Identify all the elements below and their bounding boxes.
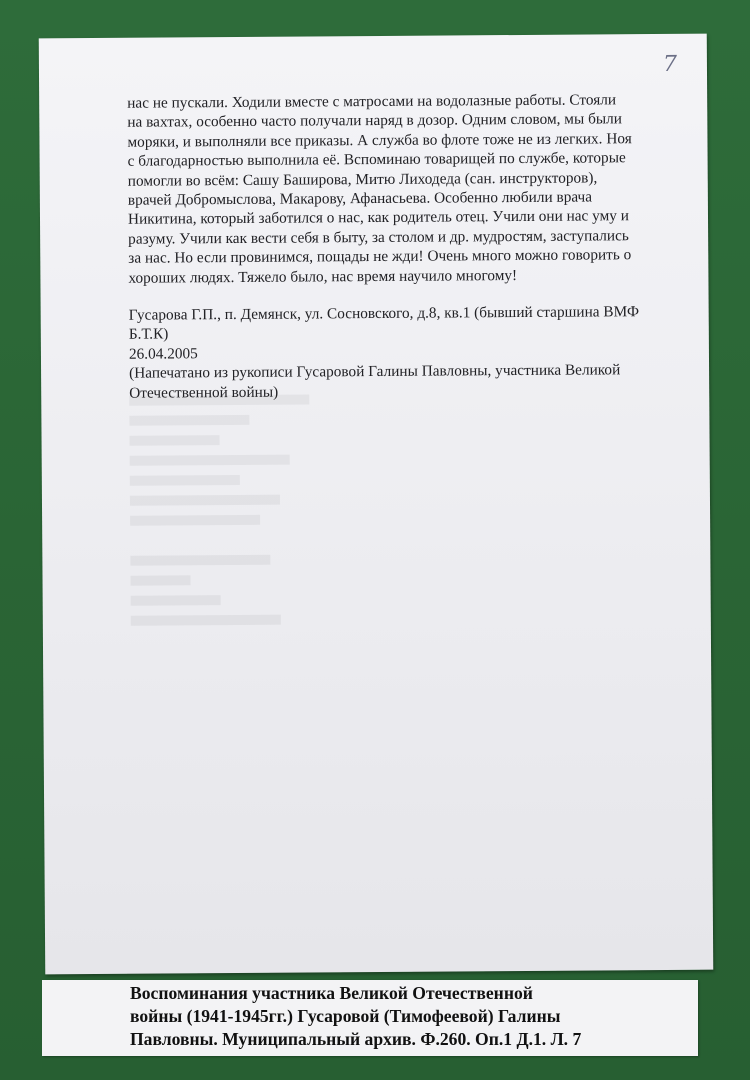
text-line: с благодарностью выполнила её. Вспоминаю товарищей по службе, которые (127, 149, 626, 170)
text-line: врачей Добромыслова, Макарову, Афанасьева. Особенно любили врача (127, 188, 593, 209)
caption-line: Павловны. Муниципальный архив. Ф.260. Оп.1 Д.1. Л. 7 (130, 1029, 582, 1049)
caption-line: войны (1941-1945гг.) Гусаровой (Тимофеевой) Галины (130, 1006, 561, 1026)
signature-block (129, 302, 662, 403)
text-line: хороших людях. Тяжело было, нас время научило многому! (128, 266, 518, 287)
text-line: моряки, и выполняли все приказы. А служба во флоте тоже не из легких. Ноя (127, 130, 632, 151)
memoir-paragraph (127, 90, 660, 288)
source-note: (Напечатано из рукописи Гусаровой Галины Павловны, участника Великой (129, 361, 621, 383)
document-sheet (39, 34, 714, 975)
text-line: Никитина, который заботился о нас, как родитель отец. Учили они нас уму и (127, 207, 629, 229)
reverse-side-bleed-through (129, 394, 331, 655)
author-line: Гусарова Г.П., п. Демянск, ул. Сосновского, д.8, кв.1 (бывший старшина ВМФ (128, 303, 640, 324)
source-note-continued: Отечественной войны) (129, 383, 279, 402)
author-line-continued: Б.Т.К) (128, 325, 169, 344)
text-line: нас не пускали. Ходили вместе с матросами на водолазные работы. Стояли (127, 91, 617, 112)
document-text (127, 90, 661, 403)
text-line: на вахтах, особенно часто получали наряд в дозор. Одним словом, мы были (127, 110, 622, 132)
text-line: помогли во всём: Сашу Баширова, Митю Лиходеда (сан. инструкторов), (127, 169, 598, 190)
text-line: разуму. Учили как вести себя в быту, за столом и др. мудростям, заступались (128, 227, 629, 248)
page-number: 7 (662, 51, 678, 77)
text-line: за нас. Но если провинимся, пощады не жди! Очень много можно говорить о (128, 246, 632, 267)
archive-caption-strip (42, 980, 698, 1056)
signature-date: 26.04.2005 (128, 345, 198, 363)
caption-line: Воспоминания участника Великой Отечественной (130, 983, 533, 1003)
archive-caption (130, 982, 690, 1051)
